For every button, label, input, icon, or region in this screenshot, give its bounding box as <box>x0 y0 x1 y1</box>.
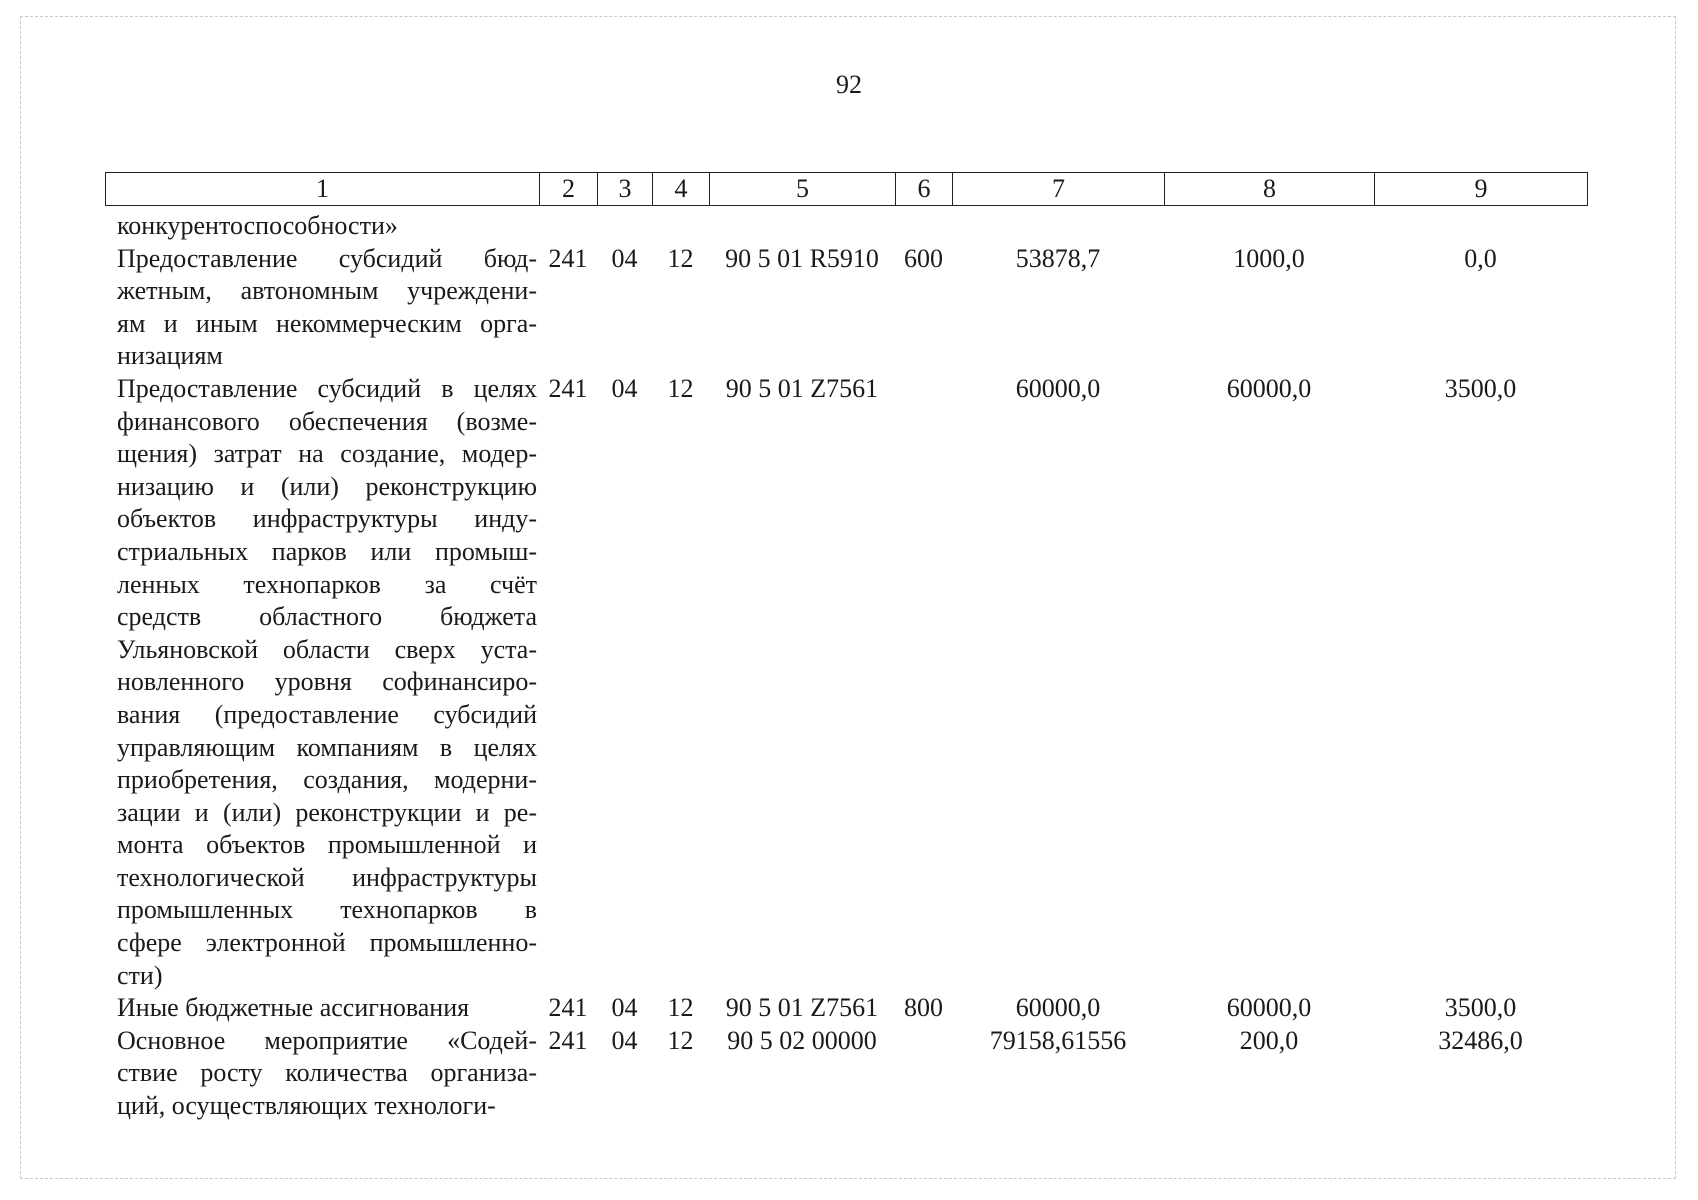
cell-col-5: 90 5 02 00000 <box>727 1025 877 1055</box>
table-row <box>105 992 1587 1025</box>
description-line: сти) <box>117 960 163 990</box>
row-description <box>105 243 539 373</box>
row-description <box>105 210 539 243</box>
description-line: Предоставление субсидий бюд- <box>117 243 537 273</box>
row-description <box>105 992 539 1025</box>
cell-col-3: 04 <box>611 373 638 403</box>
cell-col-4 <box>652 210 709 243</box>
description-line: управляющим компаниям в целях <box>117 732 537 762</box>
cell-col-7: 60000,0 <box>1015 373 1101 403</box>
row-description <box>105 1025 539 1123</box>
description-line: ям и иным некоммерческим орга- <box>117 308 537 338</box>
cell-col-8: 60000,0 <box>1226 373 1312 403</box>
cell-col-2: 241 <box>548 373 588 403</box>
cell-col-5 <box>709 210 895 243</box>
description-line: низацию и (или) реконструкцию <box>117 471 537 501</box>
cell-col-9: 0,0 <box>1464 243 1497 273</box>
header-col-5: 5 <box>710 173 896 206</box>
cell-col-8: 200,0 <box>1239 1025 1299 1055</box>
header-col-3: 3 <box>598 173 653 206</box>
cell-col-7: 53878,7 <box>1015 243 1101 273</box>
cell-col-9: 3500,0 <box>1444 993 1517 1023</box>
header-col-2: 2 <box>540 173 598 206</box>
cell-col-6 <box>895 210 952 243</box>
cell-col-7: 60000,0 <box>1015 993 1101 1023</box>
page-number: 92 <box>836 70 862 99</box>
description-line: финансового обеспечения (возме- <box>117 406 537 436</box>
description-line: низациям <box>117 341 223 371</box>
cell-col-5: 90 5 01 Z7561 <box>725 993 879 1023</box>
cell-col-4: 12 <box>667 993 694 1023</box>
cell-col-9 <box>1374 210 1587 243</box>
description-line: стриальных парков или промыш- <box>117 536 537 566</box>
table-row <box>105 1025 1587 1123</box>
cell-col-6: 800 <box>904 993 943 1023</box>
header-col-6: 6 <box>896 173 953 206</box>
cell-col-4: 12 <box>667 1025 694 1055</box>
description-line: монта объектов промышленной и <box>117 830 537 860</box>
description-line: конкурентоспособности» <box>117 211 398 240</box>
cell-col-8: 60000,0 <box>1226 993 1312 1023</box>
description-line: средств областного бюджета <box>117 602 537 632</box>
table-row <box>105 210 1587 243</box>
table-row <box>105 243 1587 373</box>
description-line: технологической инфраструктуры <box>117 862 537 892</box>
cell-col-5: 90 5 01 R5910 <box>725 243 879 273</box>
cell-col-2: 241 <box>548 243 588 273</box>
header-col-4: 4 <box>653 173 710 206</box>
cell-col-3: 04 <box>611 1025 638 1055</box>
cell-col-5: 90 5 01 Z7561 <box>725 373 879 403</box>
description-line: Иные бюджетные ассигнования <box>117 993 470 1023</box>
cell-col-3: 04 <box>611 243 638 273</box>
description-line: объектов инфраструктуры инду- <box>117 504 537 534</box>
description-line: ленных технопарков за счёт <box>117 569 537 599</box>
description-line: ствие росту количества организа- <box>117 1058 537 1088</box>
cell-col-4: 12 <box>667 373 694 403</box>
cell-col-6: 600 <box>904 243 943 273</box>
table-row <box>105 373 1587 992</box>
header-col-1: 1 <box>106 173 540 206</box>
column-number-header <box>105 172 1588 206</box>
description-line: щения) затрат на создание, модер- <box>117 439 537 469</box>
description-line: новленного уровня софинансиро- <box>117 667 537 697</box>
cell-col-6 <box>895 373 952 992</box>
cell-col-3 <box>597 210 652 243</box>
header-col-8: 8 <box>1165 173 1375 206</box>
description-line: Предоставление субсидий в целях <box>117 373 537 403</box>
description-line: вания (предоставление субсидий <box>117 699 537 729</box>
cell-col-7 <box>952 210 1164 243</box>
description-line: промышленных технопарков в <box>117 895 537 925</box>
row-description <box>105 373 539 992</box>
description-line: сфере электронной промышленно- <box>117 928 537 958</box>
cell-col-8 <box>1164 210 1374 243</box>
description-line: Основное мероприятие «Содей- <box>117 1025 537 1055</box>
cell-col-4: 12 <box>667 243 694 273</box>
cell-col-3: 04 <box>611 993 638 1023</box>
description-line: ций, осуществляющих технологи- <box>117 1091 496 1121</box>
cell-col-8: 1000,0 <box>1233 243 1305 273</box>
header-col-7: 7 <box>953 173 1165 206</box>
description-line: зации и (или) реконструкции и ре- <box>117 797 537 827</box>
cell-col-6 <box>895 1025 952 1123</box>
cell-col-9: 3500,0 <box>1444 373 1517 403</box>
description-line: Ульяновской области сверх уста- <box>117 634 537 664</box>
description-line: приобретения, создания, модерни- <box>117 765 537 795</box>
description-line: жетным, автономным учреждени- <box>117 276 537 306</box>
header-col-9: 9 <box>1375 173 1588 206</box>
cell-col-2: 241 <box>548 993 588 1023</box>
cell-col-2 <box>539 210 597 243</box>
header-row <box>106 173 1588 206</box>
budget-table-body <box>105 210 1587 1123</box>
cell-col-2: 241 <box>548 1025 588 1055</box>
cell-col-7: 79158,61556 <box>989 1025 1127 1055</box>
cell-col-9: 32486,0 <box>1438 1025 1523 1055</box>
